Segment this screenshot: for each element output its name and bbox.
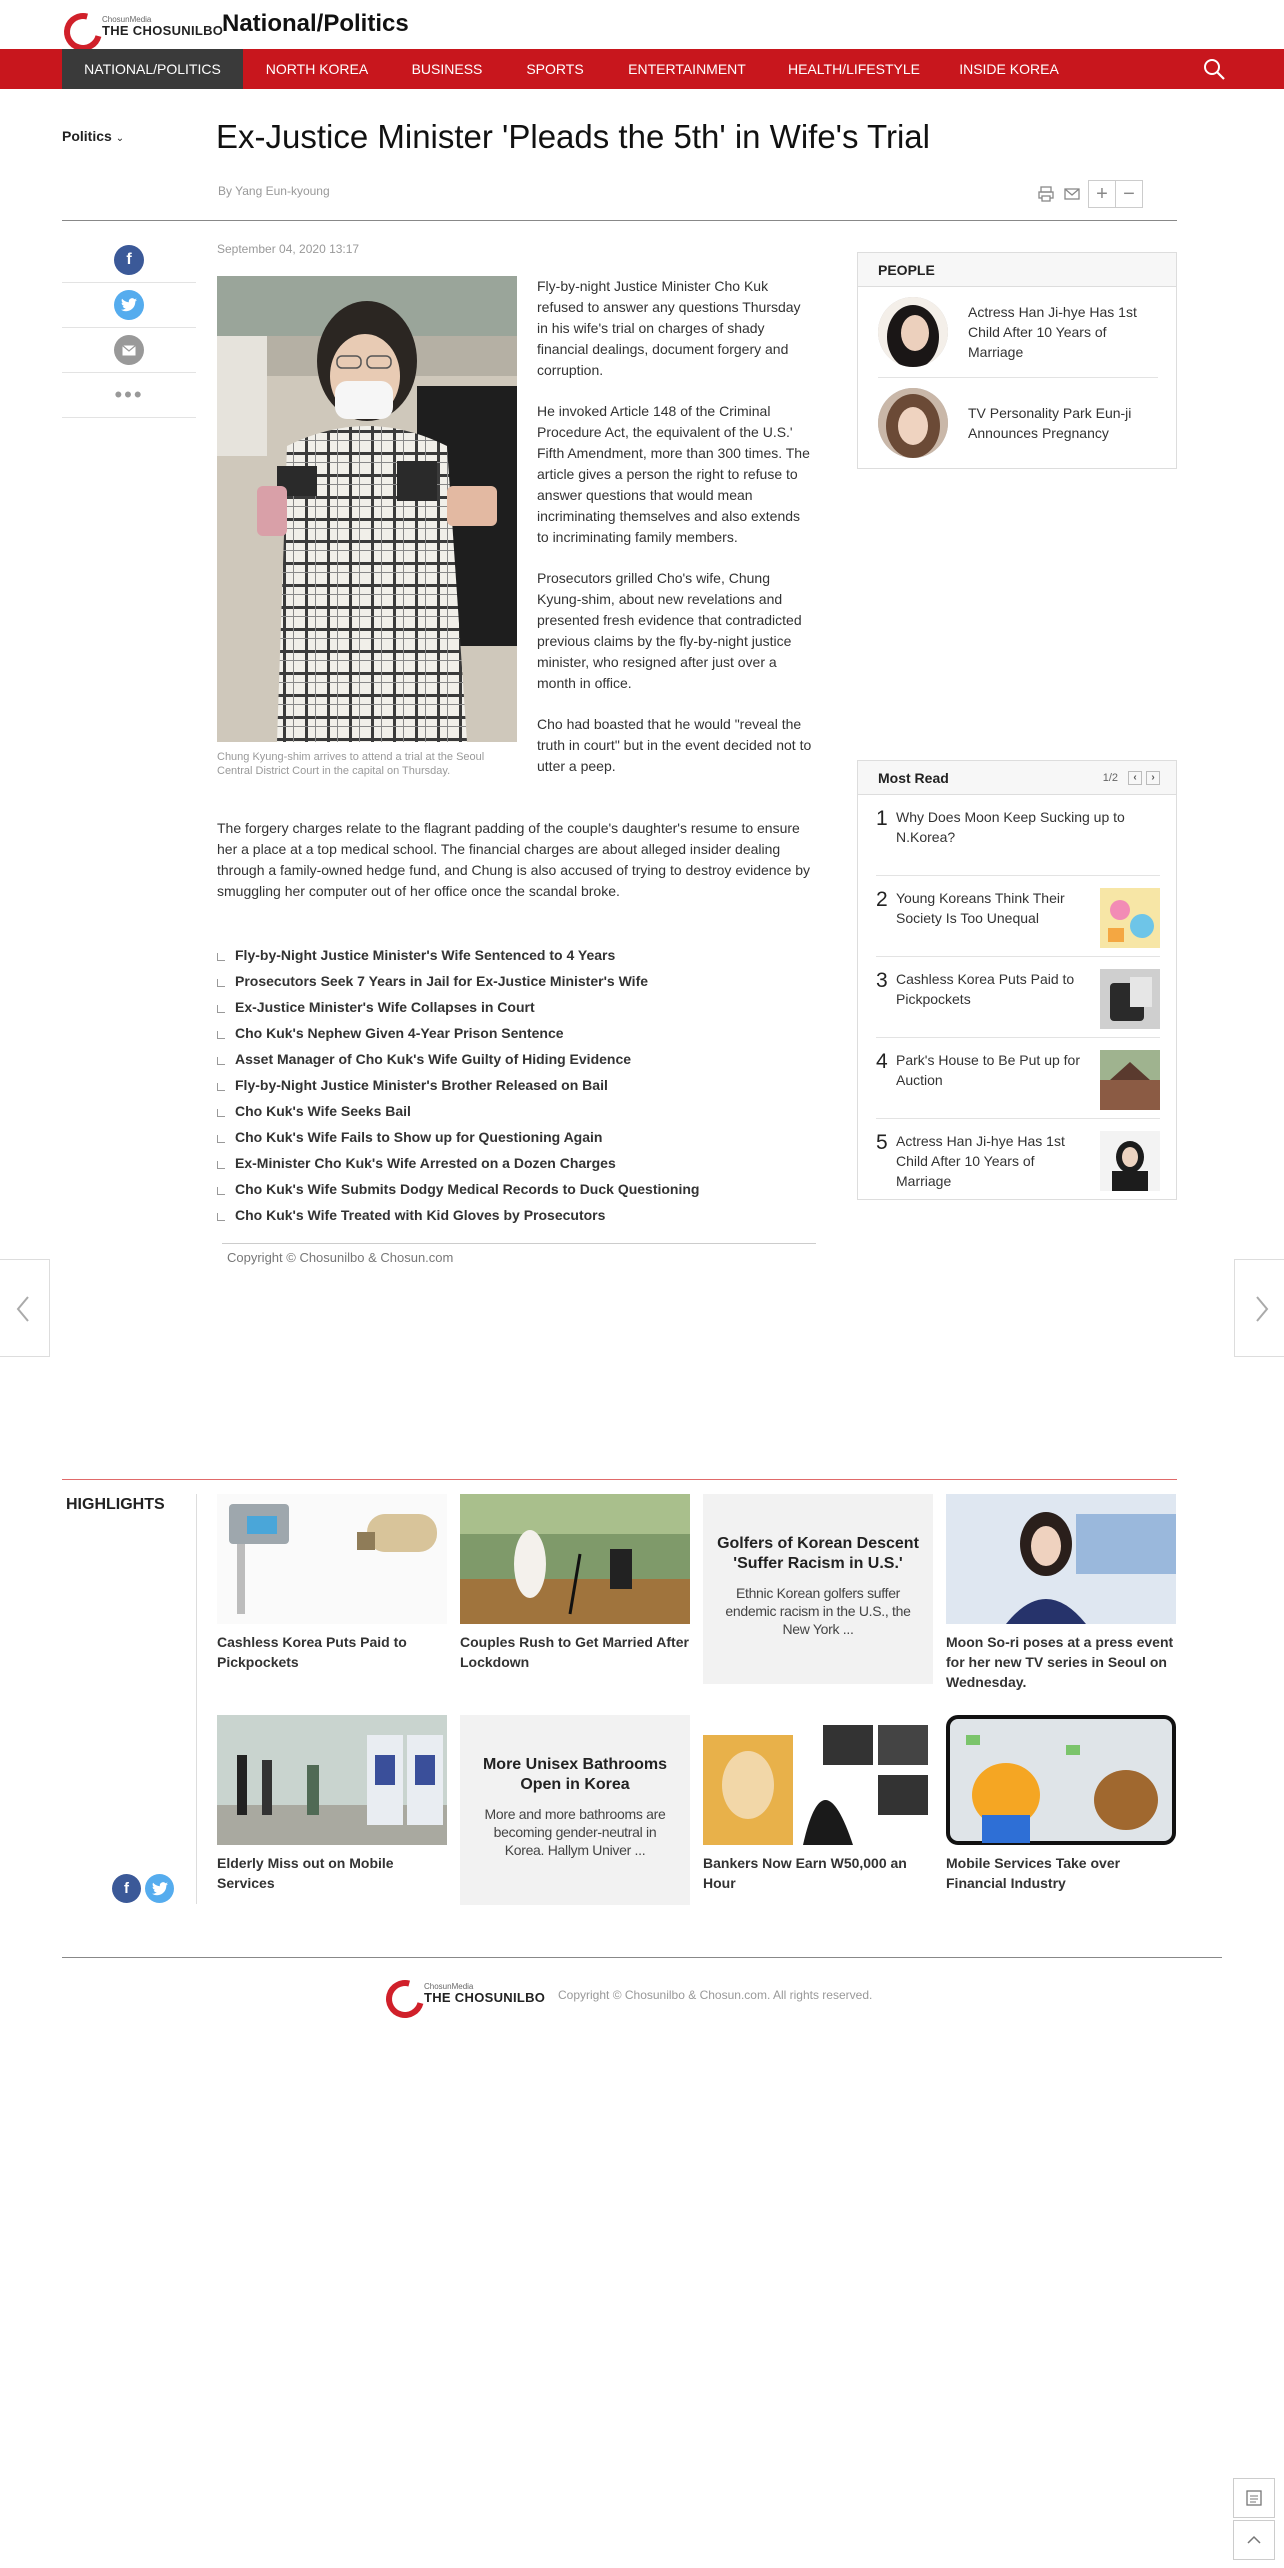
most-read-rank: 5 xyxy=(876,1131,888,1154)
most-read-item-title: Actress Han Ji-hye Has 1st Child After 10 Years of Marriage xyxy=(896,1133,1065,1189)
article-paragraph: He invoked Article 148 of the Criminal Procedure Act, the equivalent of the U.S.' Fifth Amendment, more than 300 times. The article gives a person the right to refuse to answer questions that would mean incriminating themselves and also extends to incriminating family members. xyxy=(537,403,810,545)
bullet-icon xyxy=(217,1031,225,1039)
font-decrease-button[interactable] xyxy=(1115,180,1143,208)
bullet-icon xyxy=(217,979,225,987)
email-icon xyxy=(114,335,144,365)
nav-business[interactable]: BUSINESS xyxy=(411,61,483,77)
footer-divider xyxy=(62,1957,1222,1958)
next-article-button[interactable] xyxy=(1234,1259,1284,1357)
nav-national-politics[interactable]: NATIONAL/POLITICS xyxy=(62,49,243,89)
avatar xyxy=(878,297,948,367)
related-link-text: Cho Kuk's Wife Seeks Bail xyxy=(235,1103,411,1119)
plus-icon: + xyxy=(1096,183,1108,205)
highlights-separator xyxy=(196,1494,197,1904)
highlight-image xyxy=(703,1715,933,1845)
more-icon: ••• xyxy=(114,382,144,407)
footer-copyright: Copyright © Chosunilbo & Chosun.com. All rights reserved. xyxy=(558,1988,873,2002)
footer-logo[interactable] xyxy=(384,1978,545,2008)
related-link[interactable] xyxy=(217,1124,817,1150)
people-title: PEOPLE xyxy=(858,253,1176,287)
list-button[interactable] xyxy=(1233,2478,1275,2518)
highlight-image xyxy=(217,1494,447,1624)
most-read-rank: 3 xyxy=(876,969,888,992)
people-item-title: Actress Han Ji-hye Has 1st Child After 10 Years of Marriage xyxy=(968,304,1137,360)
chevron-right-icon xyxy=(1235,1260,1284,1358)
related-link-text: Fly-by-Night Justice Minister's Brother Released on Bail xyxy=(235,1077,608,1093)
most-read-item-title: Young Koreans Think Their Society Is Too Unequal xyxy=(896,890,1065,926)
most-read-item[interactable] xyxy=(876,876,1160,957)
highlight-summary: Ethnic Korean golfers suffer endemic racism in the U.S., the New York ... xyxy=(725,1585,911,1637)
bullet-icon xyxy=(217,1005,225,1013)
highlight-title: Couples Rush to Get Married After Lockdown xyxy=(460,1634,689,1670)
most-read-box xyxy=(857,760,1177,1200)
highlight-card[interactable] xyxy=(946,1494,1176,1692)
related-link[interactable] xyxy=(217,1202,817,1228)
highlight-card[interactable] xyxy=(703,1494,933,1684)
most-read-thumbnail xyxy=(1100,1050,1160,1110)
share-more[interactable] xyxy=(62,373,196,418)
photo-caption: Chung Kyung-shim arrives to attend a trial at the Seoul Central District Court in the capital on Thursday. xyxy=(217,751,485,777)
avatar xyxy=(878,388,948,458)
site-logo[interactable] xyxy=(62,10,223,42)
most-read-rank: 1 xyxy=(876,807,888,830)
nav-sports[interactable]: SPORTS xyxy=(526,61,584,77)
logo-mark-icon xyxy=(384,1978,422,2008)
most-read-item[interactable] xyxy=(876,795,1160,876)
related-articles xyxy=(217,942,817,1228)
highlight-title: Bankers Now Earn W50,000 an Hour xyxy=(703,1855,907,1891)
related-link-text: Asset Manager of Cho Kuk's Wife Guilty of Hiding Evidence xyxy=(235,1051,632,1067)
section-title[interactable]: National/Politics xyxy=(222,10,409,37)
nav-inside-korea[interactable]: INSIDE KOREA xyxy=(959,61,1059,77)
most-read-item-title: Park's House to Be Put up for Auction xyxy=(896,1052,1080,1088)
related-link-text: Ex-Minister Cho Kuk's Wife Arrested on a Dozen Charges xyxy=(235,1155,616,1171)
most-read-item[interactable] xyxy=(876,1038,1160,1119)
related-link[interactable] xyxy=(217,994,817,1020)
most-read-thumbnail xyxy=(1100,888,1160,948)
font-increase-button[interactable] xyxy=(1088,180,1116,208)
people-item[interactable] xyxy=(878,287,1158,377)
article-paragraph: Prosecutors grilled Cho's wife, Chung Kyung-shim, about new revelations and presented fresh evidence that contradicted previous claims by the fly-by-night justice minister, who resigned after just over a month in office. xyxy=(537,570,802,691)
share-twitter[interactable] xyxy=(62,283,196,328)
highlight-image xyxy=(460,1494,690,1624)
highlight-title: Golfers of Korean Descent 'Suffer Racism in U.S.' xyxy=(717,1535,919,1572)
header-divider xyxy=(62,220,1177,221)
most-read-title: Most Read xyxy=(878,770,949,786)
share-facebook[interactable] xyxy=(62,238,196,283)
highlight-image xyxy=(946,1715,1176,1845)
logo-mark-icon xyxy=(62,11,100,41)
bullet-icon xyxy=(217,1213,225,1221)
article-body-column xyxy=(537,276,812,797)
people-item[interactable] xyxy=(878,378,1158,468)
share-bar xyxy=(62,238,196,418)
highlight-title: Mobile Services Take over Financial Industry xyxy=(946,1855,1121,1891)
most-read-thumbnail xyxy=(1100,1131,1160,1191)
nav-north-korea[interactable]: NORTH KOREA xyxy=(265,61,369,77)
highlight-card[interactable] xyxy=(460,1494,690,1672)
highlight-title: Elderly Miss out on Mobile Services xyxy=(217,1855,394,1891)
highlight-card[interactable] xyxy=(703,1715,933,1893)
most-read-thumbnail xyxy=(1100,969,1160,1029)
article-paragraph: Cho had boasted that he would "reveal the truth in court" but in the event decided not to utter a peep. xyxy=(537,716,812,774)
twitter-icon[interactable] xyxy=(145,1874,174,1903)
related-link[interactable] xyxy=(217,968,817,994)
related-link-text: Cho Kuk's Wife Fails to Show up for Questioning Again xyxy=(235,1129,603,1145)
most-read-item-title: Cashless Korea Puts Paid to Pickpockets xyxy=(896,971,1075,1007)
share-email[interactable] xyxy=(62,328,196,373)
bullet-icon xyxy=(217,1057,225,1065)
logo-small-text: ChosunMedia xyxy=(102,14,152,24)
category-label: Politics xyxy=(62,128,112,144)
related-link-text: Cho Kuk's Wife Submits Dodgy Medical Records to Duck Questioning xyxy=(235,1181,700,1197)
article-copyright: Copyright © Chosunilbo & Chosun.com xyxy=(227,1250,454,1265)
byline: By Yang Eun-kyoung xyxy=(218,184,330,198)
bullet-icon xyxy=(217,1109,225,1117)
article-paragraph: Fly-by-night Justice Minister Cho Kuk refused to answer any questions Thursday in his wife's trial on charges of shady financial dealings, document forgery and corruption. xyxy=(537,278,801,378)
highlight-card[interactable] xyxy=(946,1715,1176,1893)
highlight-card[interactable] xyxy=(217,1715,447,1893)
list-icon xyxy=(1245,2489,1263,2507)
facebook-icon: f xyxy=(114,245,144,275)
logo-small-text: ChosunMedia xyxy=(424,1981,474,1991)
related-link[interactable] xyxy=(217,1150,817,1176)
article-date: September 04, 2020 13:17 xyxy=(217,242,360,256)
people-item-title: TV Personality Park Eun-ji Announces Pregnancy xyxy=(968,405,1132,441)
main-nav xyxy=(0,49,1284,89)
related-link-text: Prosecutors Seek 7 Years in Jail for Ex-Justice Minister's Wife xyxy=(235,973,649,989)
nav-health-lifestyle[interactable]: HEALTH/LIFESTYLE xyxy=(787,61,920,77)
chevron-right-icon[interactable]: › xyxy=(1146,771,1160,785)
most-read-rank: 4 xyxy=(876,1050,888,1073)
chevron-left-icon xyxy=(0,1260,50,1358)
highlight-card[interactable] xyxy=(217,1494,447,1672)
most-read-item[interactable] xyxy=(876,957,1160,1038)
highlight-image xyxy=(217,1715,447,1845)
related-link[interactable] xyxy=(217,1046,817,1072)
twitter-icon xyxy=(114,290,144,320)
most-read-rank: 2 xyxy=(876,888,888,911)
prev-article-button[interactable] xyxy=(0,1259,50,1357)
bullet-icon xyxy=(217,953,225,961)
mail-icon[interactable] xyxy=(1062,184,1082,204)
people-box xyxy=(857,252,1177,469)
highlights-divider xyxy=(62,1479,1177,1480)
nav-entertainment[interactable]: ENTERTAINMENT xyxy=(628,61,746,77)
chevron-up-icon xyxy=(1245,2531,1263,2549)
minus-icon: − xyxy=(1123,183,1135,205)
logo-big-text: THE CHOSUNILBO xyxy=(102,22,224,38)
bullet-icon xyxy=(217,1083,225,1091)
print-icon[interactable] xyxy=(1036,184,1056,204)
related-link[interactable] xyxy=(217,1072,817,1098)
related-link-text: Ex-Justice Minister's Wife Collapses in Court xyxy=(235,999,535,1015)
related-link-text: Fly-by-Night Justice Minister's Wife Sentenced to 4 Years xyxy=(235,947,616,963)
related-link-text: Cho Kuk's Nephew Given 4-Year Prison Sentence xyxy=(235,1025,564,1041)
highlight-title: Cashless Korea Puts Paid to Pickpockets xyxy=(217,1634,407,1670)
related-link[interactable] xyxy=(217,1098,817,1124)
chevron-left-icon[interactable]: ‹ xyxy=(1128,771,1142,785)
article-paragraph-wide: The forgery charges relate to the flagrant padding of the couple's daughter's resume to ensure her a place at a top medical school. The financial charges are about alleged insider dealing through a family-owned hedge fund, and Chung is also accused of trying to destroy evidence by smuggling her computer out of her office once the scandal broke. xyxy=(217,820,811,899)
category-dropdown[interactable] xyxy=(62,128,124,144)
most-read-page: 1/2 xyxy=(1102,772,1118,784)
highlight-card[interactable] xyxy=(460,1715,690,1905)
highlights-social xyxy=(112,1874,174,1903)
bullet-icon xyxy=(217,1161,225,1169)
logo-big-text: THE CHOSUNILBO xyxy=(424,1989,546,2005)
highlight-summary: More and more bathrooms are becoming gender-neutral in Korea. Hallym Univer ... xyxy=(484,1806,666,1858)
copyright-divider xyxy=(222,1243,816,1244)
search-icon[interactable] xyxy=(1202,57,1226,81)
bullet-icon xyxy=(217,1135,225,1143)
highlight-title: Moon So-ri poses at a press event for her new TV series in Seoul on Wednesday. xyxy=(946,1634,1174,1690)
bullet-icon xyxy=(217,1187,225,1195)
related-link-text: Cho Kuk's Wife Treated with Kid Gloves by Prosecutors xyxy=(235,1207,606,1223)
facebook-icon[interactable]: f xyxy=(112,1874,141,1903)
related-link[interactable] xyxy=(217,1176,817,1202)
article-headline: Ex-Justice Minister 'Pleads the 5th' in Wife's Trial xyxy=(216,118,930,155)
chevron-down-icon: ⌄ xyxy=(115,133,125,144)
highlights-title: HIGHLIGHTS xyxy=(66,1496,165,1513)
scroll-top-button[interactable] xyxy=(1233,2520,1275,2560)
article-tools xyxy=(1036,180,1143,208)
related-link[interactable] xyxy=(217,1020,817,1046)
highlight-image xyxy=(946,1494,1176,1624)
highlight-title: More Unisex Bathrooms Open in Korea xyxy=(482,1756,668,1793)
most-read-item[interactable] xyxy=(876,1119,1160,1200)
article-photo xyxy=(217,276,517,742)
related-link[interactable] xyxy=(217,942,817,968)
most-read-item-title: Why Does Moon Keep Sucking up to N.Korea? xyxy=(896,809,1125,845)
top-bar xyxy=(0,0,1284,50)
